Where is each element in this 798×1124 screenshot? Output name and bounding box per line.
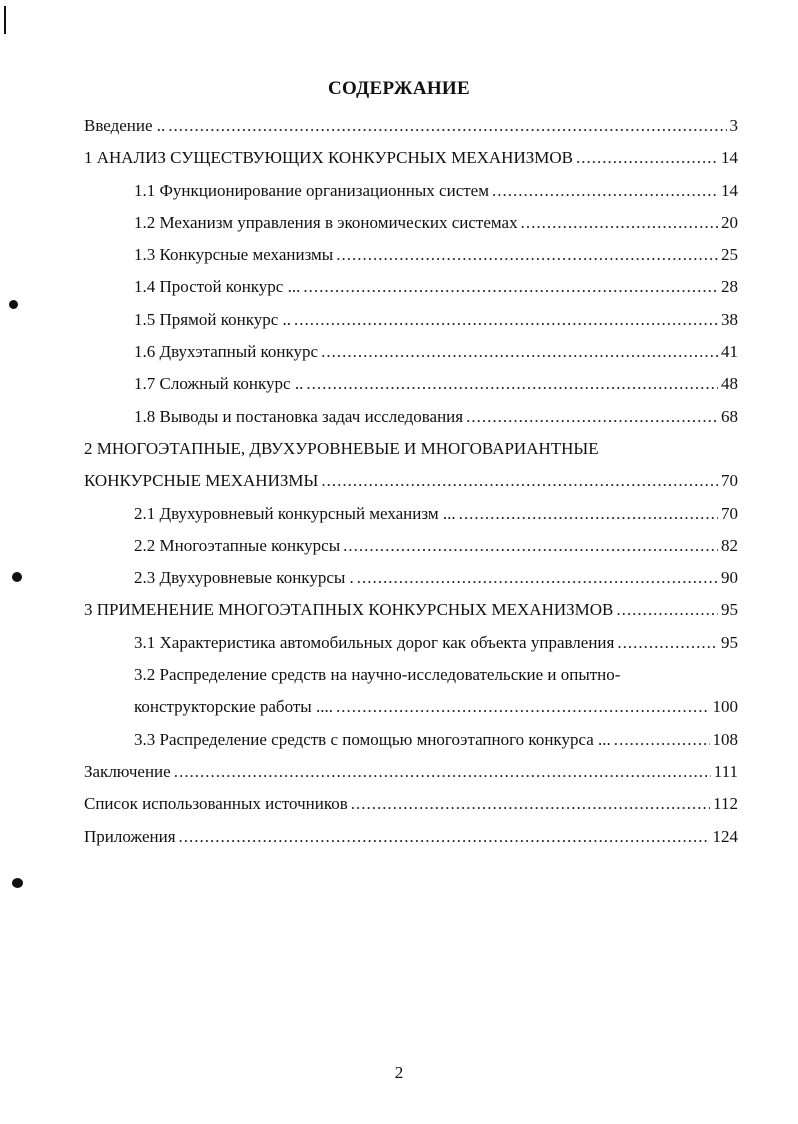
toc-entry-page: 3	[729, 116, 738, 135]
page-title: СОДЕРЖАНИЕ	[328, 78, 470, 99]
toc-entry[interactable]	[84, 239, 738, 271]
toc-entry-label-line1[interactable]: 3.2 Распределение средств на научно-исследовательские и опытно-	[134, 665, 621, 685]
toc-entry-label: 1.3 Конкурсные механизмы	[134, 245, 334, 265]
toc-entry-label: 1 АНАЛИЗ СУЩЕСТВУЮЩИХ КОНКУРСНЫХ МЕХАНИЗМОВ	[84, 148, 573, 168]
toc-entry[interactable]	[84, 110, 738, 142]
toc-entry-page: 48	[721, 374, 738, 394]
toc-entry-label: 2.2 Многоэтапные конкурсы	[134, 535, 341, 555]
toc-entry-label-line1[interactable]: 2 МНОГОЭТАПНЫЕ, ДВУХУРОВНЕВЫЕ И МНОГОВАРИАНТНЫЕ	[84, 438, 599, 458]
toc-leader-dots	[303, 271, 718, 303]
toc-leader-dots	[179, 821, 710, 853]
toc-entry[interactable]	[84, 465, 738, 497]
toc-entry-page: 82	[721, 535, 738, 555]
toc-entry-label: Введение ..	[84, 116, 166, 135]
toc-entry-label: конструкторские работы ....	[134, 697, 333, 717]
toc-entry[interactable]	[84, 175, 738, 207]
toc-leader-dots	[576, 142, 718, 174]
toc-entry-label: 2.1 Двухуровневый конкурсный механизм ...	[134, 503, 456, 523]
toc-leader-dots	[336, 691, 710, 723]
scan-corner-mark	[4, 6, 6, 34]
toc-entry-page: 70	[721, 503, 738, 523]
toc-entry-label: 1.4 Простой конкурс ...	[134, 277, 301, 297]
toc-entry[interactable]	[84, 207, 738, 239]
toc-entry[interactable]	[84, 142, 738, 174]
toc-entry-label: 1.2 Механизм управления в экономических системах	[134, 212, 518, 232]
toc-entry-label: Заключение	[84, 761, 171, 781]
toc-entry-page: 112	[713, 794, 738, 814]
toc-entry-label: 1.8 Выводы и постановка задач исследования	[134, 406, 464, 426]
punch-hole-mark	[12, 572, 22, 582]
toc-entry[interactable]	[84, 788, 738, 820]
toc-leader-dots	[617, 627, 718, 659]
toc-entry[interactable]	[84, 271, 738, 303]
punch-hole-mark	[12, 878, 23, 888]
toc-leader-dots	[466, 401, 718, 433]
toc-entry[interactable]	[84, 401, 738, 433]
toc-entry-label: 3 ПРИМЕНЕНИЕ МНОГОЭТАПНЫХ КОНКУРСНЫХ МЕХАНИЗМОВ	[84, 600, 614, 620]
toc-entry-page: 14	[721, 148, 738, 168]
toc-leader-dots	[321, 465, 718, 497]
toc-entry-page: 95	[721, 632, 738, 652]
toc-leader-dots	[336, 239, 718, 271]
toc-leader-dots	[521, 207, 718, 239]
toc-leader-dots	[351, 788, 710, 820]
toc-entry[interactable]	[84, 821, 738, 853]
toc-entry-label: 2.3 Двухуровневые конкурсы .	[134, 568, 354, 588]
toc-entry-page: 70	[721, 471, 738, 491]
toc-entry[interactable]	[84, 530, 738, 562]
toc-entry-page: 68	[721, 406, 738, 426]
toc-leader-dots	[306, 368, 718, 400]
toc-entry-page: 95	[721, 600, 738, 620]
toc-entry[interactable]	[84, 562, 738, 594]
toc-entry-label: 1.5 Прямой конкурс ..	[134, 309, 292, 329]
toc-entry[interactable]	[84, 594, 738, 626]
toc-entry[interactable]	[84, 368, 738, 400]
toc-leader-dots	[614, 724, 710, 756]
toc-entry-label: 1.6 Двухэтапный конкурс	[134, 342, 319, 362]
toc-entry-label: 1.1 Функционирование организационных систем	[134, 180, 489, 200]
toc-leader-dots	[492, 175, 718, 207]
page-number: 2	[394, 1063, 404, 1082]
toc-entry[interactable]	[84, 627, 738, 659]
toc-entry-page: 20	[721, 212, 738, 232]
toc-entry-page: 111	[713, 761, 738, 781]
toc-entry-page: 14	[721, 180, 738, 200]
toc-leader-dots	[459, 498, 718, 530]
toc-entry[interactable]	[84, 336, 738, 368]
toc-leader-dots	[616, 594, 718, 626]
toc-entry-label: КОНКУРСНЫЕ МЕХАНИЗМЫ	[84, 471, 319, 491]
toc-leader-dots	[343, 530, 718, 562]
toc-entry-page: 124	[712, 826, 738, 846]
toc-entry[interactable]	[84, 691, 738, 723]
toc-entry-page: 90	[721, 568, 738, 588]
toc-entry[interactable]	[84, 756, 738, 788]
toc-entry[interactable]	[84, 304, 738, 336]
toc-entry-label: 1.7 Сложный конкурс ..	[134, 374, 304, 394]
toc-entry-label: Список использованных источников	[84, 794, 348, 814]
table-of-contents	[84, 110, 738, 853]
toc-leader-dots	[174, 756, 711, 788]
toc-entry-label: Приложения	[84, 826, 176, 846]
toc-entry-page: 108	[712, 729, 738, 749]
toc-entry-page: 41	[721, 342, 738, 362]
toc-entry-page: 28	[721, 277, 738, 297]
toc-leader-dots	[294, 304, 718, 336]
toc-entry-page: 25	[721, 245, 738, 265]
toc-entry-page: 38	[721, 309, 738, 329]
toc-entry[interactable]	[84, 498, 738, 530]
toc-entry-label: 3.3 Распределение средств с помощью многоэтапного конкурса ...	[134, 729, 611, 749]
toc-leader-dots	[321, 336, 718, 368]
toc-leader-dots	[168, 110, 726, 142]
toc-entry-page: 100	[712, 697, 738, 717]
toc-entry[interactable]	[84, 724, 738, 756]
punch-hole-mark	[9, 300, 18, 309]
toc-entry-label: 3.1 Характеристика автомобильных дорог как объекта управления	[134, 632, 615, 652]
toc-leader-dots	[357, 562, 718, 594]
